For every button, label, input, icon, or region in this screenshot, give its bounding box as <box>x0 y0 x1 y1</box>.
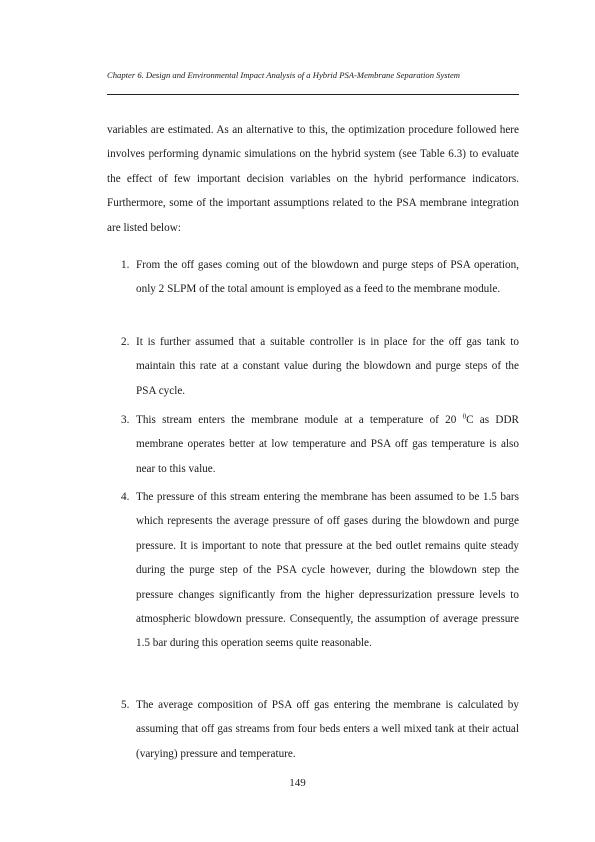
list-text: The pressure of this stream entering the membrane has been assumed to be 1.5 bars which represents the average pressure of off gases during the blowdown and purge pressure. It is important to note that pressure at the bed outlet remains quite steady during the purge step of the PSA cycle however, during the blowdown step the pressure changes significantly from the higher depressurization pressure levels to atmospheric blowdown pressure. Consequently, the assumption of average pressure 1.5 bar during this operation seems quite reasonable. <box>136 491 519 650</box>
list-text: From the off gases coming out of the blowdown and purge steps of PSA operation, only 2 SLPM of the total amount is employed as a feed to the membrane module. <box>136 259 519 296</box>
running-header: Chapter 6. Design and Environmental Impact Analysis of a Hybrid PSA-Membrane Separation System <box>107 70 461 80</box>
list-text: The average composition of PSA off gas entering the membrane is calculated by assuming that off gas streams from four beds enters a well mixed tank at their actual (varying) pressure and temperature. <box>136 699 519 760</box>
list-text <box>136 408 519 481</box>
intro-paragraph: variables are estimated. As an alternative to this, the optimization procedure followed here involves performing dynamic simulations on the hybrid system (see Table 6.3) to evaluate the effect of few important decision variables on the hybrid performance indicators. Furthermore, some of the important assumptions related to the PSA membrane integration are listed below: <box>107 124 519 234</box>
list-number: 2. <box>121 336 130 348</box>
list-number: 3. <box>121 414 130 426</box>
list-text-part: C as DDR membrane operates better at low temperature and PSA off gas temperature is also near to this value. <box>136 414 519 475</box>
list-text-part: This stream enters the membrane module at a temperature of 20 <box>136 414 463 426</box>
header-rule <box>107 94 519 95</box>
page-number: 149 <box>289 777 306 789</box>
degree-superscript: 0 <box>462 412 467 421</box>
list-number: 1. <box>121 259 130 271</box>
list-text: It is further assumed that a suitable controller is in place for the off gas tank to maintain this rate at a constant value during the blowdown and purge steps of the PSA cycle. <box>136 336 519 397</box>
list-number: 5. <box>121 699 130 711</box>
list-number: 4. <box>121 491 130 503</box>
